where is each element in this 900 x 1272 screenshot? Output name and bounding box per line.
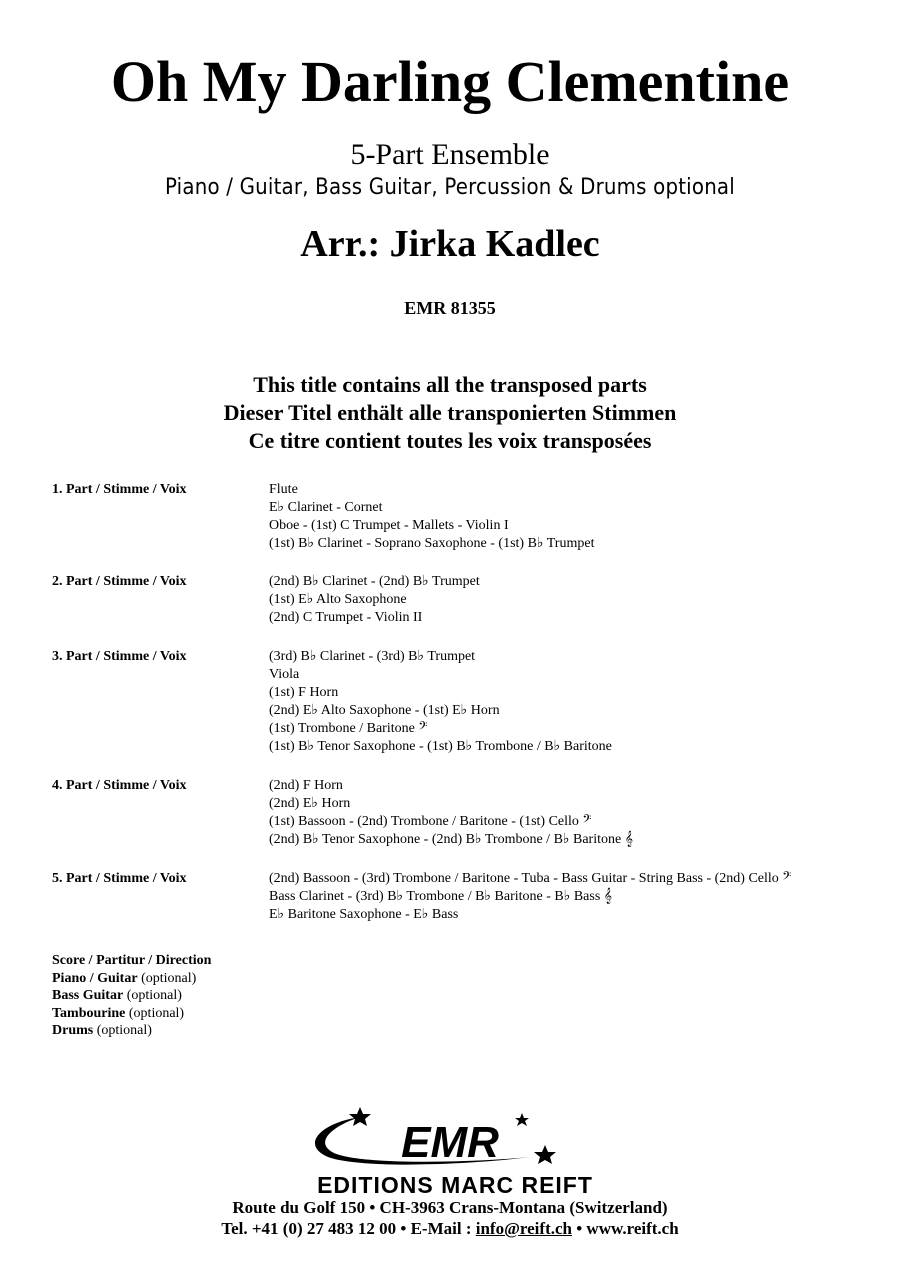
title: Oh My Darling Clementine xyxy=(110,49,790,114)
part-5-instruments xyxy=(269,870,791,924)
instrument-line: (3rd) B♭ Clarinet - (3rd) B♭ Trumpet xyxy=(269,649,476,664)
instrument-line: Viola xyxy=(269,667,300,682)
instrument-line: (2nd) F Horn xyxy=(269,778,343,793)
contact-prefix: Tel. +41 (0) 27 483 12 00 • E-Mail : xyxy=(221,1219,476,1238)
instrument-line: Flute xyxy=(269,482,298,497)
extra-parts-list xyxy=(52,952,211,1040)
instrument-line: (2nd) B♭ Tenor Saxophone - (2nd) B♭ Trombone / B♭ Baritone 𝄞 xyxy=(269,832,633,847)
instrument-line: (1st) Trombone / Baritone 𝄢 xyxy=(269,721,428,736)
instrument-line: (1st) F Horn xyxy=(269,685,339,700)
logo-emr-text: EMR xyxy=(401,1118,499,1167)
instrument-line: (1st) B♭ Tenor Saxophone - (1st) B♭ Trombone / B♭ Baritone xyxy=(269,739,612,754)
extra-part-note: (optional) xyxy=(128,1005,185,1021)
instrument-line: E♭ Clarinet - Cornet xyxy=(269,500,383,515)
part-1-label: 1. Part / Stimme / Voix xyxy=(52,482,187,497)
instrument-line: (2nd) E♭ Alto Saxophone - (1st) E♭ Horn xyxy=(269,703,500,718)
subtitle: 5-Part Ensemble xyxy=(350,138,550,171)
part-4-instruments xyxy=(269,777,633,849)
publisher-address: Route du Golf 150 • CH-3963 Crans-Montana (Switzerland) xyxy=(232,1198,668,1217)
instrumentation-text: Piano / Guitar, Bass Guitar, Percussion & Drums optional xyxy=(165,175,735,200)
extra-part-name: Piano / Guitar xyxy=(52,970,138,986)
extra-part-name: Score / Partitur / Direction xyxy=(52,953,212,968)
extra-part-note: (optional) xyxy=(96,1023,152,1038)
part-3-instruments xyxy=(269,648,612,756)
extra-part xyxy=(52,952,211,970)
instrument-line: (1st) B♭ Clarinet - Soprano Saxophone - (1st) B♭ Trumpet xyxy=(269,536,595,551)
part-5-label: 5. Part / Stimme / Voix xyxy=(52,871,187,886)
extra-part-note: (optional) xyxy=(141,970,197,986)
instrument-line: (1st) Bassoon - (2nd) Trombone / Baritone - (1st) Cello 𝄢 xyxy=(269,814,592,829)
instrumentation xyxy=(0,174,900,200)
extra-part xyxy=(52,1022,211,1040)
part-2-label: 2. Part / Stimme / Voix xyxy=(52,574,187,589)
notice-english: This title contains all the transposed parts xyxy=(253,372,647,397)
instrument-line: (2nd) C Trumpet - Violin II xyxy=(269,610,423,625)
instrument-line: (2nd) E♭ Horn xyxy=(269,796,351,811)
contact-suffix: • www.reift.ch xyxy=(571,1219,679,1238)
email-link[interactable]: info@reift.ch xyxy=(475,1219,572,1238)
publisher-name: EDITIONS MARC REIFT xyxy=(317,1172,593,1198)
part-3-label: 3. Part / Stimme / Voix xyxy=(52,649,187,664)
instrument-line: (1st) E♭ Alto Saxophone xyxy=(269,592,407,607)
extra-part xyxy=(52,1005,211,1023)
instrument-line: E♭ Baritone Saxophone - E♭ Bass xyxy=(269,907,459,922)
instrument-line: (2nd) Bassoon - (3rd) Trombone / Baritone - Tuba - Bass Guitar - String Bass - (2nd) Cello 𝄢 xyxy=(269,871,792,886)
extra-part-name: Tambourine xyxy=(52,1005,126,1021)
emr-logo xyxy=(300,1105,610,1200)
notice-french: Ce titre contient toutes les voix transposées xyxy=(248,428,652,453)
extra-part xyxy=(52,987,211,1005)
extra-part-name: Bass Guitar xyxy=(52,988,124,1003)
arranger: Arr.: Jirka Kadlec xyxy=(300,223,600,265)
instrument-line: Oboe - (1st) C Trumpet - Mallets - Violin I xyxy=(269,518,509,533)
part-4-label: 4. Part / Stimme / Voix xyxy=(52,778,187,793)
publisher-contact xyxy=(0,1219,900,1239)
extra-part-name: Drums xyxy=(52,1023,94,1038)
part-2-instruments xyxy=(269,573,480,627)
extra-part xyxy=(52,970,211,988)
notice-german: Dieser Titel enthält alle transponierten Stimmen xyxy=(223,400,677,425)
catalog-number: EMR 81355 xyxy=(404,298,496,318)
instrument-line: (2nd) B♭ Clarinet - (2nd) B♭ Trumpet xyxy=(269,574,480,589)
extra-part-note: (optional) xyxy=(126,988,182,1003)
part-1-instruments xyxy=(269,481,594,553)
instrument-line: Bass Clarinet - (3rd) B♭ Trombone / B♭ Baritone - B♭ Bass 𝄞 xyxy=(269,889,613,904)
